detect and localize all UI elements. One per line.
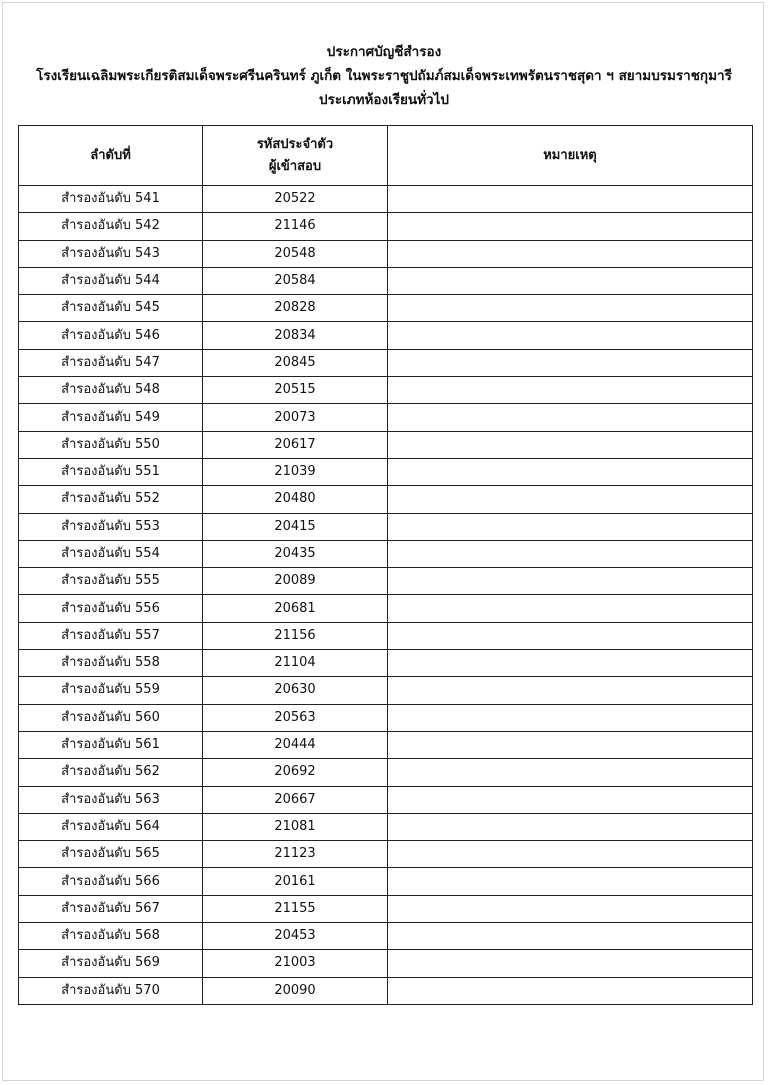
rank-cell: สำรองอันดับ 557 [19, 622, 203, 649]
table-row [19, 622, 753, 649]
exam-code-cell: 20584 [203, 267, 388, 294]
remark-cell [388, 267, 753, 294]
table-row [19, 404, 753, 431]
rank-cell: สำรองอันดับ 568 [19, 923, 203, 950]
rank-cell: สำรองอันดับ 546 [19, 322, 203, 349]
table-row [19, 950, 753, 977]
column-header-code [203, 126, 388, 186]
exam-code-cell: 21156 [203, 622, 388, 649]
column-header-rank: ลำดับที่ [19, 126, 203, 186]
rank-cell: สำรองอันดับ 547 [19, 349, 203, 376]
exam-code-cell: 20563 [203, 704, 388, 731]
remark-cell [388, 950, 753, 977]
category-label: ประเภทห้องเรียนทั่วไป [319, 92, 449, 108]
exam-code-cell: 20073 [203, 404, 388, 431]
table-row [19, 486, 753, 513]
rank-cell: สำรองอันดับ 548 [19, 377, 203, 404]
remark-cell [388, 540, 753, 567]
remark-cell [388, 486, 753, 513]
remark-cell [388, 595, 753, 622]
remark-cell [388, 349, 753, 376]
rank-cell: สำรองอันดับ 550 [19, 431, 203, 458]
rank-cell: สำรองอันดับ 543 [19, 240, 203, 267]
remark-cell [388, 213, 753, 240]
exam-code-cell: 20834 [203, 322, 388, 349]
exam-code-cell: 21039 [203, 458, 388, 485]
exam-code-cell: 20630 [203, 677, 388, 704]
rank-cell: สำรองอันดับ 545 [19, 295, 203, 322]
document-title: ประกาศบัญชีสำรอง [326, 44, 442, 60]
table-row [19, 868, 753, 895]
remark-cell [388, 650, 753, 677]
exam-code-cell: 21123 [203, 841, 388, 868]
rank-cell: สำรองอันดับ 559 [19, 677, 203, 704]
exam-code-cell: 21104 [203, 650, 388, 677]
remark-cell [388, 923, 753, 950]
rank-cell: สำรองอันดับ 569 [19, 950, 203, 977]
table-row [19, 267, 753, 294]
table-row [19, 540, 753, 567]
remark-cell [388, 813, 753, 840]
column-header-code-line2: ผู้เข้าสอบ [268, 158, 322, 174]
table-row [19, 704, 753, 731]
remark-cell [388, 186, 753, 213]
table-row [19, 213, 753, 240]
remark-cell [388, 895, 753, 922]
rank-cell: สำรองอันดับ 563 [19, 786, 203, 813]
exam-code-cell: 20444 [203, 731, 388, 758]
exam-code-cell: 20522 [203, 186, 388, 213]
table-row [19, 240, 753, 267]
remark-cell [388, 841, 753, 868]
rank-cell: สำรองอันดับ 558 [19, 650, 203, 677]
table-row [19, 349, 753, 376]
table-row [19, 186, 753, 213]
rank-cell: สำรองอันดับ 551 [19, 458, 203, 485]
exam-code-cell: 20089 [203, 568, 388, 595]
exam-code-cell: 20480 [203, 486, 388, 513]
rank-cell: สำรองอันดับ 564 [19, 813, 203, 840]
remark-cell [388, 677, 753, 704]
table-row [19, 895, 753, 922]
remark-cell [388, 704, 753, 731]
remark-cell [388, 568, 753, 595]
remark-cell [388, 759, 753, 786]
reserve-list-table [18, 125, 753, 1005]
remark-cell [388, 404, 753, 431]
rank-cell: สำรองอันดับ 565 [19, 841, 203, 868]
remark-cell [388, 377, 753, 404]
school-name: โรงเรียนเฉลิมพระเกียรติสมเด็จพระศรีนครินทร์ ภูเก็ต ในพระราชูปถัมภ์สมเด็จพระเทพรัตนราชสุดา ฯ สยามบรมราชกุมารี [36, 68, 732, 84]
remark-cell [388, 868, 753, 895]
table-row [19, 786, 753, 813]
table-row [19, 977, 753, 1004]
table-row [19, 377, 753, 404]
table-row [19, 322, 753, 349]
exam-code-cell: 20548 [203, 240, 388, 267]
document-header [0, 40, 768, 112]
table-row [19, 731, 753, 758]
exam-code-cell: 20828 [203, 295, 388, 322]
remark-cell [388, 731, 753, 758]
exam-code-cell: 20681 [203, 595, 388, 622]
exam-code-cell: 21003 [203, 950, 388, 977]
table-row [19, 650, 753, 677]
rank-cell: สำรองอันดับ 552 [19, 486, 203, 513]
remark-cell [388, 322, 753, 349]
rank-cell: สำรองอันดับ 549 [19, 404, 203, 431]
rank-cell: สำรองอันดับ 562 [19, 759, 203, 786]
table-row [19, 677, 753, 704]
table-row [19, 568, 753, 595]
exam-code-cell: 20090 [203, 977, 388, 1004]
table-row [19, 295, 753, 322]
rank-cell: สำรองอันดับ 554 [19, 540, 203, 567]
rank-cell: สำรองอันดับ 570 [19, 977, 203, 1004]
exam-code-cell: 20161 [203, 868, 388, 895]
rank-cell: สำรองอันดับ 541 [19, 186, 203, 213]
table-row [19, 431, 753, 458]
column-header-code-line1: รหัสประจำตัว [256, 136, 334, 152]
exam-code-cell: 20845 [203, 349, 388, 376]
exam-code-cell: 20415 [203, 513, 388, 540]
remark-cell [388, 977, 753, 1004]
remark-cell [388, 295, 753, 322]
remark-cell [388, 513, 753, 540]
table-row [19, 595, 753, 622]
table-row [19, 458, 753, 485]
table-header-row [19, 126, 753, 186]
table-row [19, 759, 753, 786]
rank-cell: สำรองอันดับ 566 [19, 868, 203, 895]
remark-cell [388, 431, 753, 458]
exam-code-cell: 21146 [203, 213, 388, 240]
exam-code-cell: 21155 [203, 895, 388, 922]
remark-cell [388, 786, 753, 813]
exam-code-cell: 20453 [203, 923, 388, 950]
rank-cell: สำรองอันดับ 544 [19, 267, 203, 294]
remark-cell [388, 240, 753, 267]
rank-cell: สำรองอันดับ 567 [19, 895, 203, 922]
table-row [19, 841, 753, 868]
remark-cell [388, 458, 753, 485]
rank-cell: สำรองอันดับ 560 [19, 704, 203, 731]
exam-code-cell: 20515 [203, 377, 388, 404]
table-row [19, 923, 753, 950]
exam-code-cell: 20435 [203, 540, 388, 567]
rank-cell: สำรองอันดับ 553 [19, 513, 203, 540]
column-header-remark: หมายเหตุ [388, 126, 753, 186]
rank-cell: สำรองอันดับ 542 [19, 213, 203, 240]
exam-code-cell: 20667 [203, 786, 388, 813]
exam-code-cell: 20692 [203, 759, 388, 786]
exam-code-cell: 21081 [203, 813, 388, 840]
table-row [19, 813, 753, 840]
exam-code-cell: 20617 [203, 431, 388, 458]
rank-cell: สำรองอันดับ 555 [19, 568, 203, 595]
rank-cell: สำรองอันดับ 561 [19, 731, 203, 758]
table-row [19, 513, 753, 540]
rank-cell: สำรองอันดับ 556 [19, 595, 203, 622]
remark-cell [388, 622, 753, 649]
